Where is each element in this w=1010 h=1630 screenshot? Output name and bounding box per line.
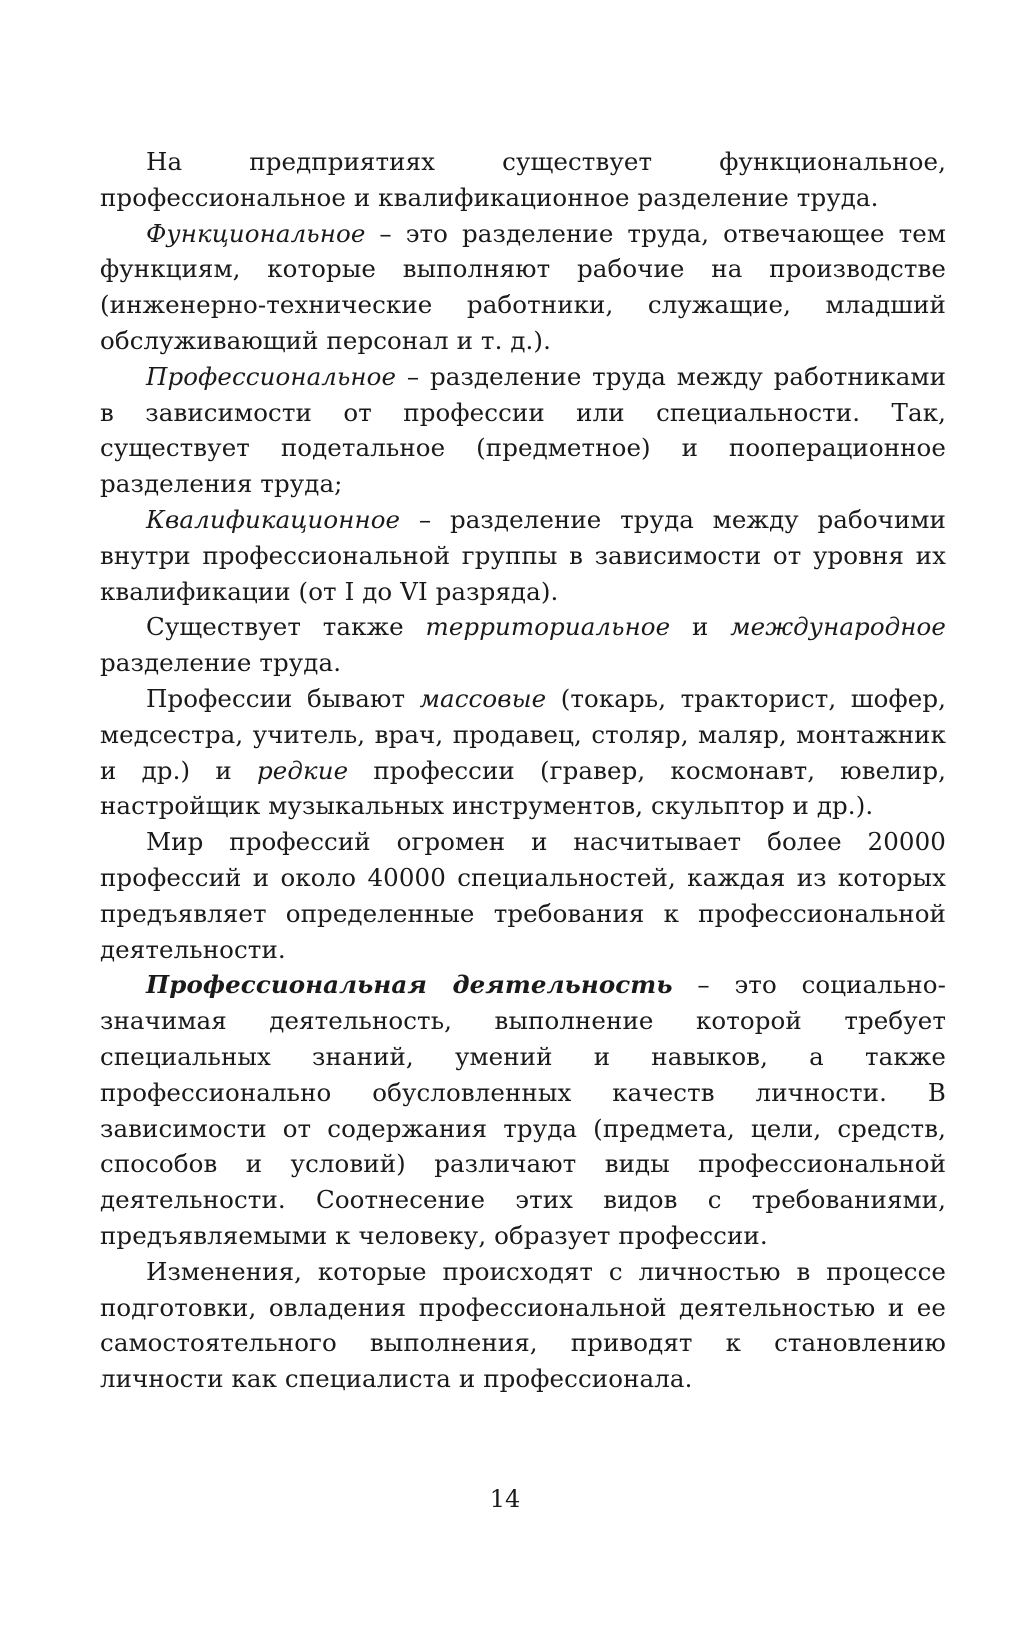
paragraph-text: профессии (гравер, космонавт, ювелир, настройщик музыкальных инструментов, скульптор и др.). <box>100 755 946 821</box>
paragraph-text: Существует также <box>146 612 426 642</box>
paragraph-text: и <box>670 612 731 642</box>
page-body <box>100 144 946 1397</box>
paragraph-world-of-professions <box>100 824 946 967</box>
paragraph-territorial-international <box>100 609 946 681</box>
term-professional-activity: Профессиональная деятельность <box>146 970 673 1000</box>
paragraph-division-of-labor <box>100 144 946 216</box>
term-qualification: Квалификационное <box>146 504 401 534</box>
paragraph-text: разделение труда. <box>100 648 342 678</box>
page-number: 14 <box>489 1485 521 1513</box>
paragraph-professional <box>100 359 946 502</box>
paragraph-text: Профессии бывают <box>146 683 420 713</box>
paragraph-text: Мир профессий огромен и насчитывает более 20000 профессий и около 40000 специальностей, каждая из которых предъявляет определенные требования к профессиональной деятельности. <box>100 827 946 964</box>
paragraph-text: (токарь, тракторист, шофер, медсестра, учитель, врач, продавец, столяр, маляр, монтажник и др.) и <box>100 683 947 785</box>
term-professional: Профессиональное <box>146 361 397 391</box>
paragraph-text: Изменения, которые происходят с личностью в процессе подготовки, овладения профессиональной деятельностью и ее самостоятельного выполнения, приводят к становлению личности как специалиста и профессионала. <box>100 1256 946 1394</box>
paragraph-text: – это разделение труда, отвечающее тем функциям, которые выполняют рабочие на производстве (инженерно-технические работники, служащие, младший обслуживающий персонал и т. д.). <box>100 218 946 355</box>
paragraph-functional <box>100 216 946 359</box>
paragraph-professional-activity <box>100 967 946 1253</box>
paragraph-text: – разделение труда между работниками в зависимости от профессии или специальности. Так, существует подетальное (предметное) и пооперационное разделения труда; <box>100 361 946 499</box>
term-rare: редкие <box>256 755 349 785</box>
paragraph-text: – это социально-значимая деятельность, выполнение которой требует специальных знаний, умений и навыков, а также профессионально обусловленных качеств личности. В зависимости от содержания труда (предмета, цели, средств, способов и условий) различают виды профессиональной деятельности. Соотнесение этих видов с требованиями, предъявляемыми к человеку, образует профессии. <box>100 970 946 1250</box>
term-international: международное <box>730 612 946 642</box>
paragraph-mass-rare-professions <box>100 681 946 824</box>
term-territorial: территориальное <box>425 612 671 642</box>
paragraph-text: На предприятиях существует функциональное, профессиональное и квалификационное разделение труда. <box>100 147 946 212</box>
term-mass: массовые <box>419 683 547 713</box>
paragraph-qualification <box>100 502 946 609</box>
paragraph-text: – разделение труда между рабочими внутри профессиональной группы в зависимости от уровня их квалификации (от I до VI разряда). <box>100 504 946 606</box>
term-functional: Функциональное <box>146 218 366 248</box>
paragraph-personality-changes <box>100 1254 946 1397</box>
